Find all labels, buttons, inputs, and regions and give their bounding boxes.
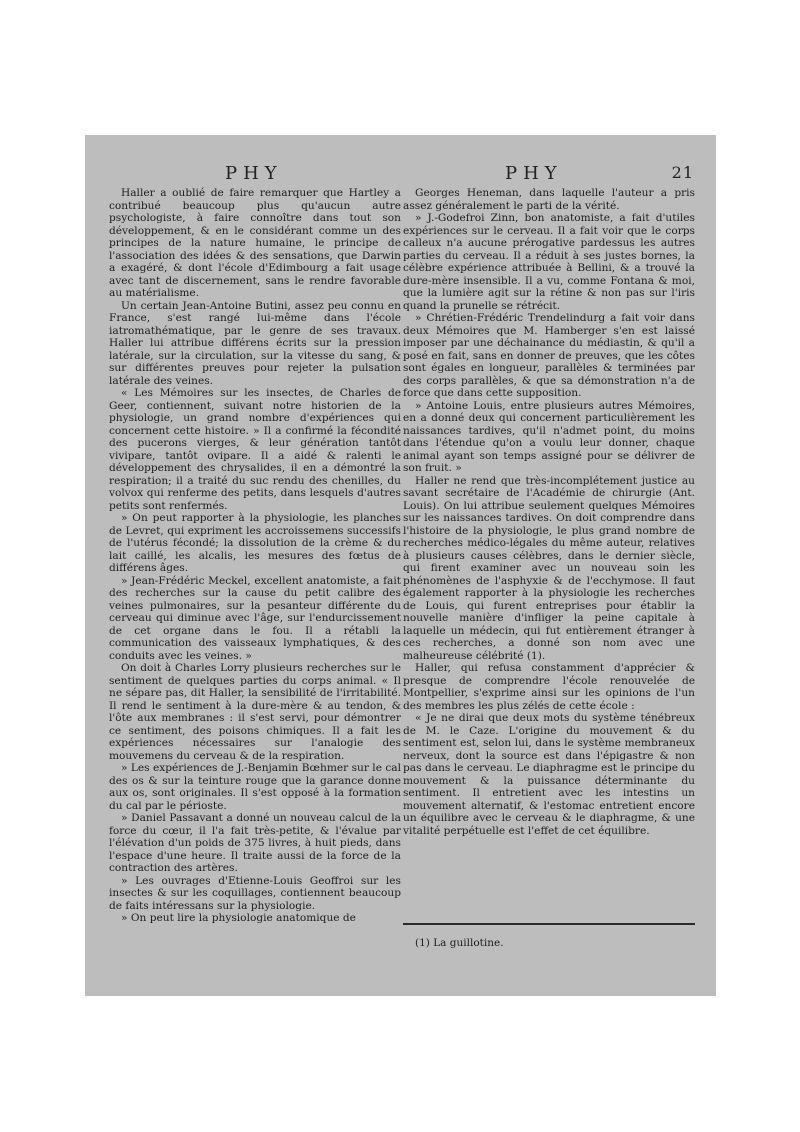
- paragraph: » Daniel Passavant a donné un nouveau calcul de la force du cœur, il l'a fait très-petite, & l'évalue par l'élévation d'un poids de 375 livres, à huit pieds, dans l'espace d'une heure. Il traite aussi de la force de la contraction des artères.: [109, 812, 401, 874]
- header-left: PHY: [225, 163, 283, 184]
- paragraph: Haller a oublié de faire remarquer que Hartley a contribué beaucoup plus qu'aucun autre psychologiste, à faire connoître dans tout son développement, & en le considérant comme un des principes de la nature humaine, le principe de l'association des idées & des sensations, que Darwin a exagéré, & dont l'école d'Edimbourg a fait usage avec tant de discernement, sans le rendre favorable au matérialisme.: [109, 187, 401, 299]
- paragraph: Georges Heneman, dans laquelle l'auteur a pris assez généralement le parti de la vérité.: [403, 187, 695, 212]
- paragraph: » Chrétien-Frédéric Trendelindurg a fait voir dans deux Mémoires que M. Hamberger s'en est laissé imposer par une déchainance du médiastin, & qu'il a posé en fait, sans en donner de preuves, que les côtes sont égales en longueur, parallèles & terminées par des corps parallèles, & que sa démonstration n'a de force que dans cette supposition.: [403, 312, 695, 399]
- paragraph: « Les Mémoires sur les insectes, de Charles de Geer, contiennent, suivant notre historien de la physiologie, un grand nombre d'expériences qui concernent cette histoire. » Il a confirmé la fécondité des pucerons vierges, & leur génération tantôt vivipare, tantôt ovipare. Il a aidé & ralenti le développement des chrysalides, il en a démontré la respiration; il a traité du suc rendu des chenilles, du volvox qui renferme des petits, dans lesquels d'autres petits sont renfermés.: [109, 387, 401, 512]
- paragraph: » On peut rapporter à la physiologie, les planches de Levret, qui expriment les accroissemens successifs de l'utérus fécondé; la dissolution de la crème & du lait caillé, les alcalis, les mesures des fœtus de différens âges.: [109, 512, 401, 574]
- paragraph: » Les ouvrages d'Etienne-Louis Geoffroi sur les insectes & sur les coquillages, contiennent beaucoup de faits intéressans sur la physiologie.: [109, 874, 401, 912]
- page-number: 21: [671, 163, 694, 182]
- left-column: [109, 187, 401, 925]
- paragraph: Haller, qui refusa constamment d'apprécier & presque de comprendre l'école renouvelée de Montpellier, s'exprime ainsi sur les opinions de l'un des membres les plus zélés de cette école :: [403, 662, 695, 712]
- footnote: (1) La guillotine.: [415, 937, 504, 949]
- paragraph: » Antoine Louis, entre plusieurs autres Mémoires, en a donné deux qui concernent particulièrement les naissances tardives, qu'il n'admet point, du moins dans l'étendue qu'on a voulu leur donner, chaque animal ayant son temps assigné pour se délivrer de son fruit. »: [403, 399, 695, 474]
- running-header: [85, 163, 716, 185]
- paragraph: Haller ne rend que très-incomplétement justice au savant secrétaire de l'Académie de chirurgie (Ant. Louis). On lui attribue seulement quelques Mémoires sur les naissances tardives. On doit comprendre dans l'histoire de la physiologie, le plus grand nombre de recherches médico-légales du même auteur, relatives à plusieurs causes célèbres, dans le dernier siècle, qui firent examiner avec un nouveau soin les phénomènes de l'asphyxie & de l'ecchymose. Il faut également rapporter à la physiologie les recherches de Louis, qui furent entreprises pour établir la nouvelle manière d'infliger la peine capitale à laquelle un médecin, qui fut entièrement étranger à ces recherches, a donné son nom avec une malheureuse célébrité (1).: [403, 474, 695, 662]
- paragraph: « Je ne dirai que deux mots du système ténébreux de M. le Caze. L'origine du mouvement & du sentiment est, selon lui, dans le système membraneux nerveux, dont la source est dans l'épigastre & non pas dans le cerveau. Le diaphragme est le principe du mouvement & la puissance déterminante du sentiment. Il entretient avec les intestins un mouvement alternatif, & l'estomac entretient encore un équilibre avec le cerveau & le diaphragme, & une vitalité perpétuelle est l'effet de cet équilibre.: [403, 712, 695, 837]
- paragraph: » J.-Godefroi Zinn, bon anatomiste, a fait d'utiles expériences sur le cerveau. Il a fait voir que le corps calleux n'a aucune prérogative pardessus les autres parties du cerveau. Il a réduit à ses justes bornes, la célèbre expérience attribuée à Bellini, & a trouvé la dure-mère insensible. Il a vu, comme Fontana & moi, que la lumière agit sur la rétine & non pas sur l'iris quand la prunelle se rétrécit.: [403, 212, 695, 312]
- paragraph: » Jean-Frédéric Meckel, excellent anatomiste, a fait des recherches sur la cause du petit calibre des veines pulmonaires, sur la pesanteur différente du cerveau qui diminue avec l'âge, sur l'endurcissement de cet organe dans le fou. Il a rétabli la communication des vaisseaux lymphatiques, & des conduits avec les veines. »: [109, 574, 401, 662]
- right-column: [403, 187, 695, 837]
- paragraph: On doit à Charles Lorry plusieurs recherches sur le sentiment de quelques parties du corps animal. « Il ne sépare pas, dit Haller, la sensibilité de l'irritabilité. Il rend le sentiment à la dure-mère & au tendon, & l'ôte aux membranes : il s'est servi, pour démontrer ce sentiment, des poisons chimiques. Il a fait les expériences nécessaires sur l'analogie des mouvemens du cerveau & de la respiration.: [109, 662, 401, 762]
- paragraph: Un certain Jean-Antoine Butini, assez peu connu en France, s'est rangé lui-même dans l'école iatromathématique, par le genre de ses travaux. Haller lui attribue différens écrits sur la pression latérale, sur la circulation, sur la vitesse du sang, & sur différentes preuves pour rejeter la pulsation latérale des veines.: [109, 299, 401, 387]
- paragraph: » On peut lire la physiologie anatomique de: [121, 912, 356, 924]
- book-page: [85, 135, 716, 996]
- header-right: PHY: [505, 163, 563, 184]
- footnote-rule: [403, 923, 695, 925]
- paragraph: » Les expériences de J.-Benjamin Bœhmer sur le cal des os & sur la teinture rouge que la garance donne aux os, sont originales. Il s'est opposé à la formation du cal par le périoste.: [109, 762, 401, 812]
